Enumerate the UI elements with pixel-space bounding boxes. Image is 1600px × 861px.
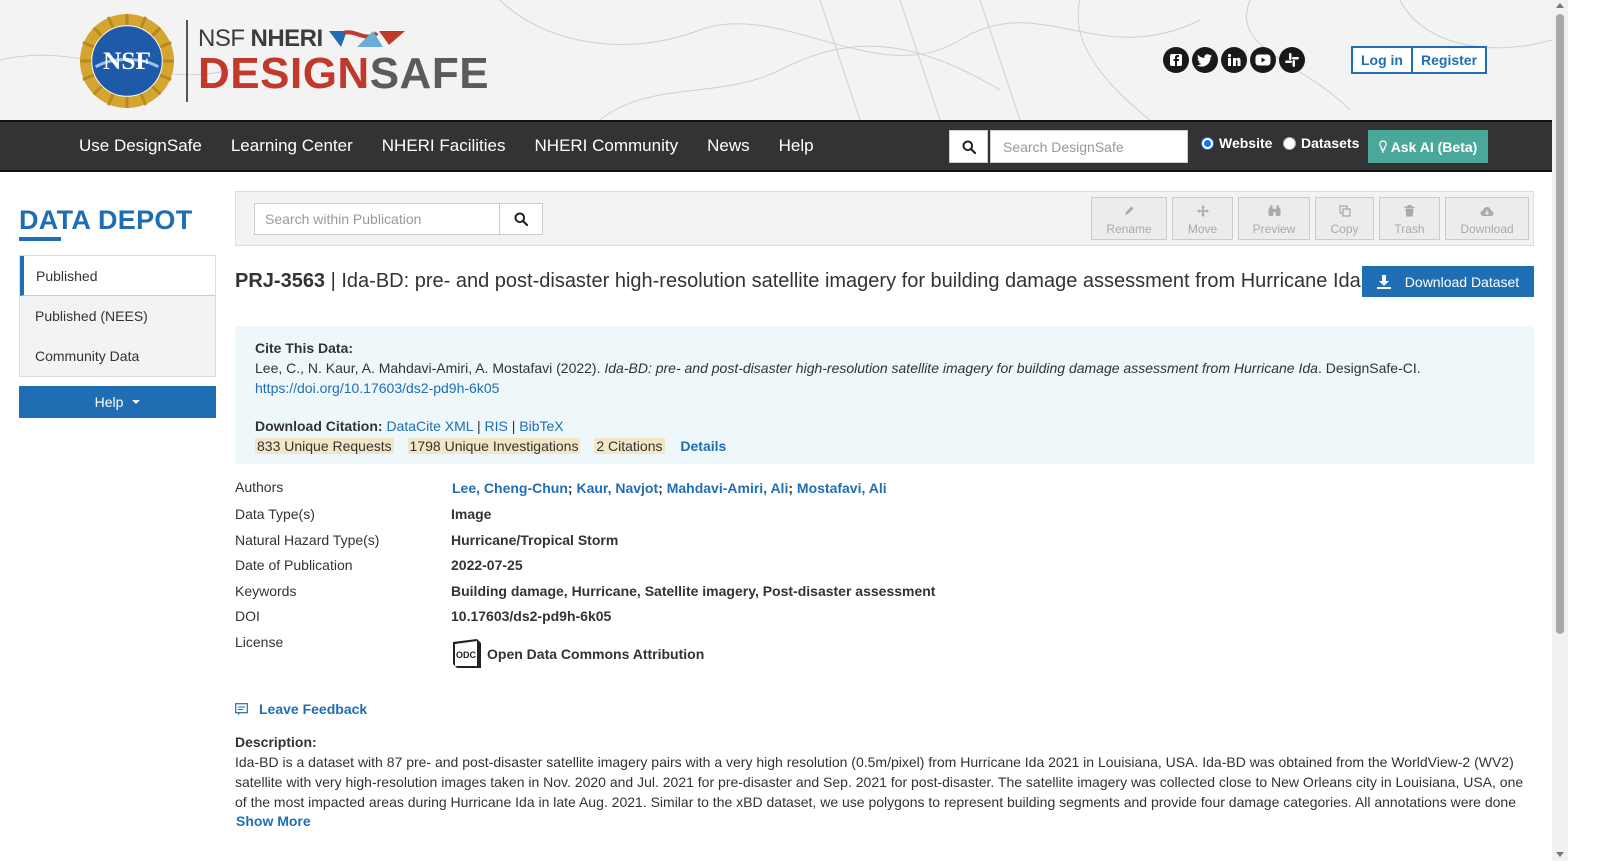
publication-date-label: Date of Publication <box>235 557 353 573</box>
author-link[interactable]: Mahdavi-Amiri, Ali <box>666 480 789 496</box>
doi-link[interactable]: https://doi.org/10.17603/ds2-pd9h-6k05 <box>255 380 500 396</box>
slack-icon[interactable] <box>1279 47 1305 73</box>
move-button[interactable] <box>1172 197 1233 240</box>
author-link[interactable]: Mostafavi, Ali <box>796 480 887 496</box>
ask-ai-button[interactable] <box>1368 130 1488 163</box>
logo-designsafe <box>198 49 490 98</box>
license-value <box>451 638 704 669</box>
rename-button[interactable] <box>1091 197 1167 240</box>
data-depot-title: DATA DEPOT <box>19 205 193 235</box>
register-link[interactable]: Register <box>1411 48 1485 72</box>
publication-title <box>235 270 1361 293</box>
sidebar-item-published-nees[interactable]: Published (NEES) <box>35 308 148 324</box>
title-text: Ida-BD: pre- and post-disaster high-resolution satellite imagery for building damage assessment from Hurricane Ida <box>341 270 1361 292</box>
login-link[interactable]: Log in <box>1361 52 1403 68</box>
logo-design-text: DESIGN <box>198 49 370 98</box>
download-label: Download <box>1460 222 1514 236</box>
hazard-type-value: Hurricane/Tropical Storm <box>451 532 619 548</box>
authors-list <box>452 480 887 496</box>
citation-authors: Lee, C., N. Kaur, A. Mahdavi-Amiri, A. Mostafavi (2022). <box>255 360 605 376</box>
nav-learning-center[interactable]: Learning Center <box>230 136 353 155</box>
description-label: Description: <box>235 734 317 750</box>
site-search-button[interactable] <box>949 130 988 163</box>
logo-nheri-text: NHERI <box>250 25 323 52</box>
sidebar-help-dropdown[interactable] <box>19 386 216 418</box>
author-separator: ; <box>567 480 573 496</box>
scroll-down-arrow[interactable] <box>1556 852 1564 857</box>
publication-date-value: 2022-07-25 <box>451 557 523 573</box>
doi-label: DOI <box>235 608 260 624</box>
citations-metric: 2 Citations <box>596 438 663 454</box>
download-icon <box>1377 275 1391 289</box>
social-links <box>1163 47 1305 73</box>
citation-publisher: . DesignSafe-CI. <box>1317 360 1421 376</box>
citation-panel <box>235 326 1534 464</box>
license-label: License <box>235 634 284 650</box>
copy-icon <box>1339 205 1351 217</box>
scroll-thumb[interactable] <box>1556 14 1564 634</box>
format-separator: | <box>507 418 520 434</box>
leave-feedback-link[interactable] <box>235 701 367 717</box>
binoculars-icon <box>1268 205 1281 217</box>
scroll-up-arrow[interactable] <box>1556 3 1564 8</box>
datacite-xml-link[interactable]: DataCite XML <box>386 418 474 434</box>
nav-links <box>79 122 843 170</box>
nav-use-designsafe[interactable]: Use DesignSafe <box>79 136 202 155</box>
cite-heading: Cite This Data: <box>255 340 354 356</box>
show-more-link[interactable]: Show More <box>236 813 311 829</box>
site-search-input[interactable] <box>990 130 1188 163</box>
main-navigation <box>0 120 1552 172</box>
scope-website[interactable] <box>1201 135 1272 151</box>
nheri-swoosh-icon <box>327 27 407 51</box>
move-label: Move <box>1187 222 1218 236</box>
datasets-radio[interactable] <box>1283 137 1296 150</box>
page-scrollbar[interactable] <box>1552 0 1568 861</box>
metrics-row <box>255 436 1514 456</box>
trash-button[interactable] <box>1379 197 1440 240</box>
logo-safe-text: SAFE <box>369 49 490 98</box>
sidebar-menu <box>19 255 216 377</box>
website-radio[interactable] <box>1201 137 1214 150</box>
download-button[interactable] <box>1445 197 1529 240</box>
site-header <box>0 0 1552 120</box>
pencil-icon <box>1123 205 1135 217</box>
download-dataset-label: Download Dataset <box>1404 273 1520 290</box>
author-link[interactable]: Lee, Cheng-Chun <box>452 480 568 496</box>
download-dataset-button[interactable] <box>1362 266 1534 297</box>
rename-label: Rename <box>1106 222 1152 236</box>
keywords-label: Keywords <box>235 583 297 599</box>
caret-down-icon <box>132 400 140 404</box>
sidebar-item-community-data[interactable]: Community Data <box>35 348 140 364</box>
trash-label: Trash <box>1394 222 1425 236</box>
doi-value: 10.17603/ds2-pd9h-6k05 <box>451 608 612 624</box>
youtube-icon[interactable] <box>1250 47 1276 73</box>
nav-news[interactable]: News <box>707 136 750 155</box>
details-link[interactable]: Details <box>680 438 727 454</box>
bibtex-link[interactable]: BibTeX <box>519 418 564 434</box>
preview-button[interactable] <box>1238 197 1310 240</box>
data-types-label: Data Type(s) <box>235 506 315 522</box>
trash-icon <box>1404 205 1415 217</box>
copy-label: Copy <box>1330 222 1359 236</box>
author-link[interactable]: Kaur, Navjot <box>576 480 659 496</box>
designsafe-logo[interactable] <box>78 12 489 110</box>
logo-text <box>198 26 489 96</box>
datasets-radio-label: Datasets <box>1301 135 1360 151</box>
scope-datasets[interactable] <box>1283 135 1359 151</box>
svg-text:NSF: NSF <box>102 45 152 75</box>
hazard-type-label: Natural Hazard Type(s) <box>235 532 380 548</box>
svg-text:ODC: ODC <box>456 650 476 660</box>
unique-requests-metric: 833 Unique Requests <box>257 438 392 454</box>
author-separator: ; <box>658 480 663 496</box>
cloud-download-icon <box>1480 206 1494 217</box>
publication-search-button[interactable] <box>499 203 543 235</box>
data-types-value: Image <box>451 506 492 522</box>
feedback-label: Leave Feedback <box>259 701 368 717</box>
nsf-seal-icon <box>78 12 176 110</box>
feedback-icon <box>235 703 248 715</box>
sidebar-item-published[interactable]: Published <box>20 256 215 296</box>
nav-nheri-community[interactable]: NHERI Community <box>534 136 679 155</box>
preview-label: Preview <box>1252 222 1296 236</box>
linkedin-icon[interactable] <box>1221 47 1247 73</box>
format-separator: | <box>473 418 485 434</box>
odc-license-icon <box>451 638 483 669</box>
ris-link[interactable]: RIS <box>484 418 508 434</box>
keywords-value: Building damage, Hurricane, Satellite imagery, Post-disaster assessment <box>451 583 936 599</box>
description-text: Ida-BD is a dataset with 87 pre- and post-disaster satellite imagery pairs with a very high resolution (0.5m/pixel) from Hurricane Ida 2021 in Louisiana, USA. Ida-BD was obtained from the WorldView-2 (WV2) satellite with very high-resolution images taken in Nov. 2020 and Jul. 2021 for pre-disaster and Sep. 2021 for post-disaster. The satellite imagery was collected close to New Orleans city in Louisiana, USA, one of the most impacted areas during Hurricane Ida in late Aug. 2021. Similar to the xBD dataset, we use polygons to represent building segments and provide four damage categories. All annotations were done <box>235 754 1524 810</box>
search-icon <box>962 140 976 154</box>
project-id: PRJ-3563 <box>235 270 326 292</box>
title-underline <box>19 237 61 241</box>
nav-nheri-facilities[interactable]: NHERI Facilities <box>381 136 506 155</box>
authors-label: Authors <box>235 479 284 495</box>
publication-toolbar <box>235 191 1534 246</box>
title-separator: | <box>325 270 342 292</box>
ask-ai-label: Ask AI (Beta) <box>1390 138 1478 155</box>
license-name: Open Data Commons Attribution <box>487 645 705 662</box>
search-icon <box>514 212 528 226</box>
download-citation-row <box>255 416 1514 436</box>
nav-help[interactable]: Help <box>778 136 814 155</box>
citation-text <box>255 358 1514 378</box>
website-radio-label: Website <box>1219 135 1273 151</box>
twitter-icon[interactable] <box>1192 47 1218 73</box>
download-citation-heading: Download Citation: <box>255 418 383 434</box>
facebook-icon[interactable] <box>1163 47 1189 73</box>
logo-divider <box>186 20 188 102</box>
auth-links <box>1351 46 1487 74</box>
publication-search-input[interactable] <box>254 203 500 235</box>
logo-nsf-text: NSF <box>198 25 245 52</box>
unique-investigations-metric: 1798 Unique Investigations <box>409 438 579 454</box>
lightbulb-icon <box>1379 140 1387 153</box>
author-separator: ; <box>788 480 794 496</box>
copy-button[interactable] <box>1315 197 1374 240</box>
move-icon <box>1197 205 1209 217</box>
help-label: Help <box>94 394 124 410</box>
citation-title: Ida-BD: pre- and post-disaster high-resolution satellite imagery for building damage assessment from Hurricane Ida <box>604 360 1318 376</box>
